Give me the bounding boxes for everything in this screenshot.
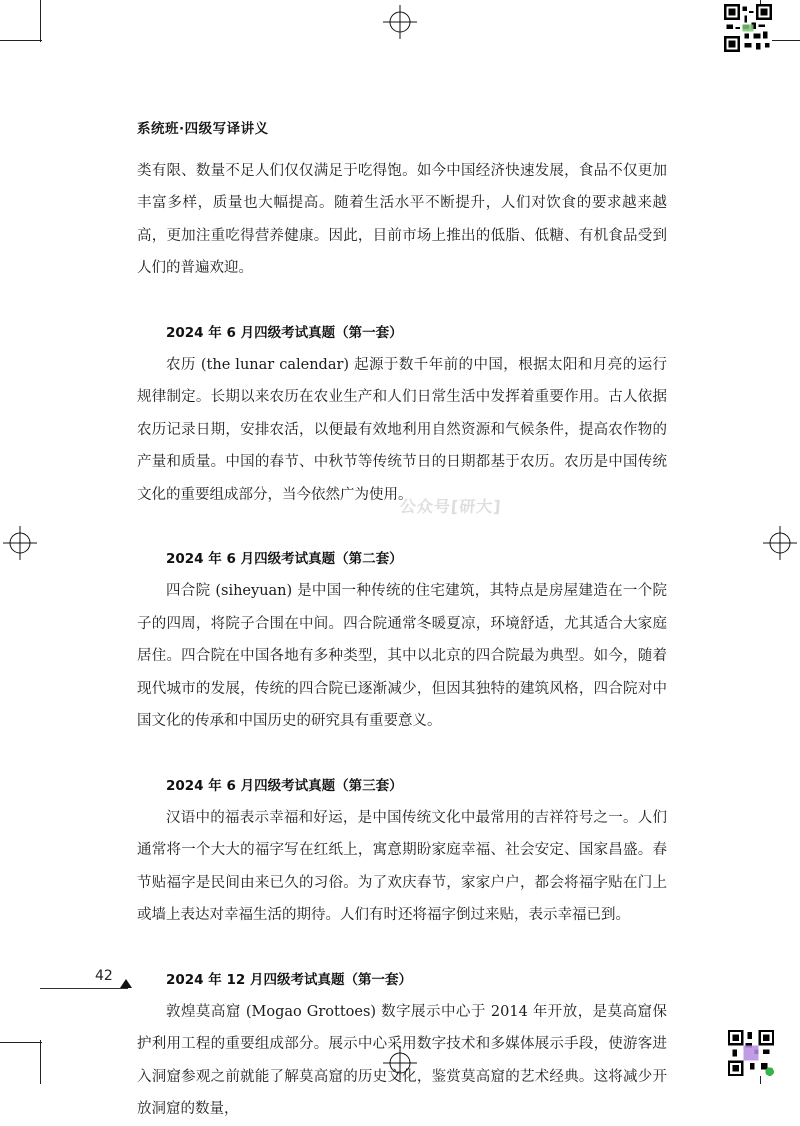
exam-section — [137, 543, 667, 737]
triangle-icon — [120, 979, 132, 988]
crop-mark — [0, 40, 42, 41]
crop-mark — [40, 0, 41, 42]
intro-paragraph: 类有限、数量不足人们仅仅满足于吃得饱。如今中国经济快速发展，食品不仅更加丰富多样，质量也大幅提高。随着生活水平不断提升，人们对饮食的要求越来越高，更加注重吃得营养健康。因此，目前市场上推出的低脂、低糖、有机食品受到人们的普遍欢迎。 — [137, 163, 667, 277]
registration-mark-left — [3, 526, 37, 560]
section-title: 2024 年 6 月四级考试真题（第二套） — [166, 551, 403, 568]
registration-mark-top — [383, 5, 417, 39]
section-paragraph: 敦煌莫高窟 (Mogao Grottoes) 数字展示中心于 2014 年开放，是莫高窟保护利用工程的重要组成部分。展示中心采用数字技术和多媒体展示手段，使游客进入洞窟参观之前就能了解莫高窟的历史文化，鉴赏莫高窟的艺术经典。这将减少开放洞窟的数量， — [137, 1003, 667, 1118]
section-title: 2024 年 6 月四级考试真题（第一套） — [166, 324, 403, 341]
exam-section — [137, 964, 667, 1126]
section-title: 2024 年 12 月四级考试真题（第一套） — [166, 971, 412, 988]
section-paragraph: 农历 (the lunar calendar) 起源于数千年前的中国，根据太阳和月亮的运行规律制定。长期以来农历在农业生产和人们日常生活中发挥着重要作用。古人依据农历记录日期，安排农活，以便最有效地利用自然资源和气候条件，提高农作物的产量和质量。中国的春节、中秋节等传统节日的日期都基于农历。农历是中国传统文化的重要组成部分，当今依然广为使用。 — [137, 357, 667, 503]
qr-code-icon — [728, 1030, 774, 1076]
section-title: 2024 年 6 月四级考试真题（第三套） — [166, 777, 403, 794]
page-body — [137, 155, 667, 1126]
page-number: 42 — [95, 968, 113, 984]
exam-section — [137, 770, 667, 932]
crop-mark — [40, 1040, 41, 1084]
footer-rule — [40, 988, 128, 989]
running-header: 系统班·四级写译讲义 — [137, 121, 269, 137]
qr-code-icon — [724, 4, 772, 52]
registration-mark-right — [763, 526, 797, 560]
crop-mark — [0, 1042, 42, 1043]
exam-section — [137, 317, 667, 511]
section-paragraph: 汉语中的福表示幸福和好运，是中国传统文化中最常用的吉祥符号之一。人们通常将一个大大的福字写在红纸上，寓意期盼家庭幸福、社会安定、国家昌盛。春节贴福字是民间由来已久的习俗。为了欢庆春节，家家户户，都会将福字贴在门上或墙上表达对幸福生活的期待。人们有时还将福字倒过来贴，表示幸福已到。 — [137, 809, 667, 924]
section-paragraph: 四合院 (siheyuan) 是中国一种传统的住宅建筑，其特点是房屋建造在一个院子的四周，将院子合围在中间。四合院通常冬暖夏凉，环境舒适，尤其适合大家庭居住。四合院在中国各地有多种类型，其中以北京的四合院最为典型。如今，随着现代城市的发展，传统的四合院已逐渐减少，但因其独特的建筑风格，四合院对中国文化的传承和中国历史的研究具有重要意义。 — [137, 583, 667, 730]
watermark: 公众号[研大] — [399, 497, 503, 516]
